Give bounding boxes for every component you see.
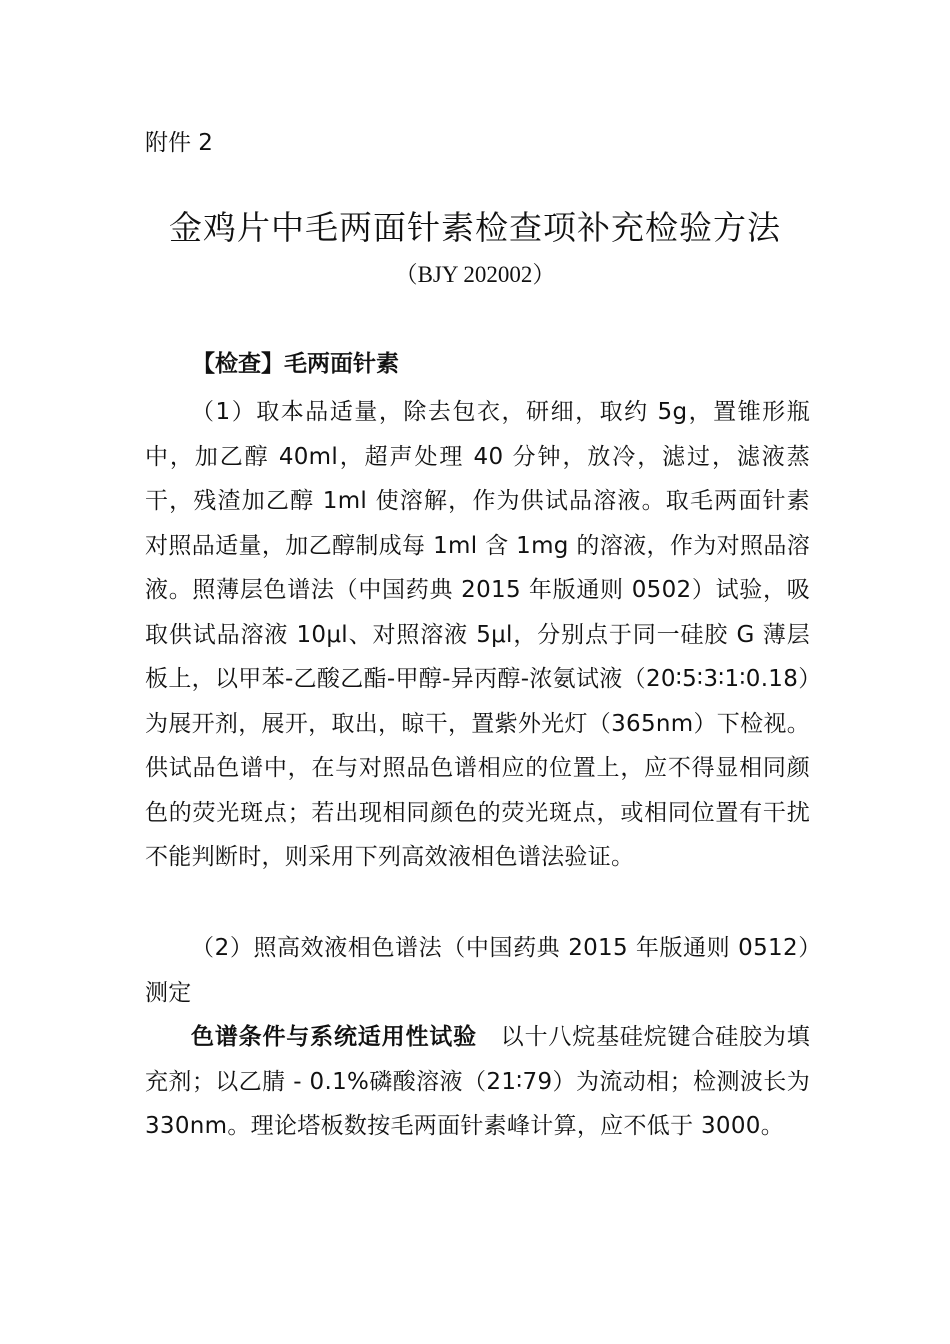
document-title: 金鸡片中毛两面针素检查项补充检验方法 (169, 208, 781, 247)
paragraph-chromatographic-conditions (145, 1015, 810, 1149)
attachment-label: 附件 2 (145, 130, 213, 156)
section-heading: 【检查】毛两面针素 (192, 351, 399, 377)
document-code: （BJY 202002） (394, 262, 556, 287)
conditions-body: 以十八烷基硅烷键合硅胶为填充剂；以乙腈 - 0.1%磷酸溶液（21∶79）为流动相；检测波长为 330nm。理论塔板数按毛两面针素峰计算，应不低于 3000。 (145, 1024, 810, 1139)
paragraph-hplc-intro: （2）照高效液相色谱法（中国药典 2015 年版通则 0512）测定 (145, 935, 810, 1006)
paragraph-tlc-method: （1）取本品适量，除去包衣，研细，取约 5g，置锥形瓶中，加乙醇 40ml，超声处理 40 分钟，放冷，滤过，滤液蒸干，残渣加乙醇 1ml 使溶解，作为供试品溶液。取毛两面针素对照品适量，加乙醇制成每 1ml 含 1mg 的溶液，作为对照品溶液。照薄层色谱法（中国药典 2015 年版通则 0502）试验，吸取供试品溶液 10μl、对照溶液 5μl，分别点于同一硅胶 G 薄层板上，以甲苯-乙酸乙酯-甲醇-异丙醇-浓氨试液（20∶5∶3∶1∶0.18）为展开剂，展开，取出，晾干，置紫外光灯（365nm）下检视。供试品色谱中，在与对照品色谱相应的位置上，应不得显相同颜色的荧光斑点；若出现相同颜色的荧光斑点，或相同位置有干扰不能判断时，则采用下列高效液相色谱法验证。 (145, 399, 810, 870)
conditions-heading: 色谱条件与系统适用性试验 (191, 1024, 477, 1050)
